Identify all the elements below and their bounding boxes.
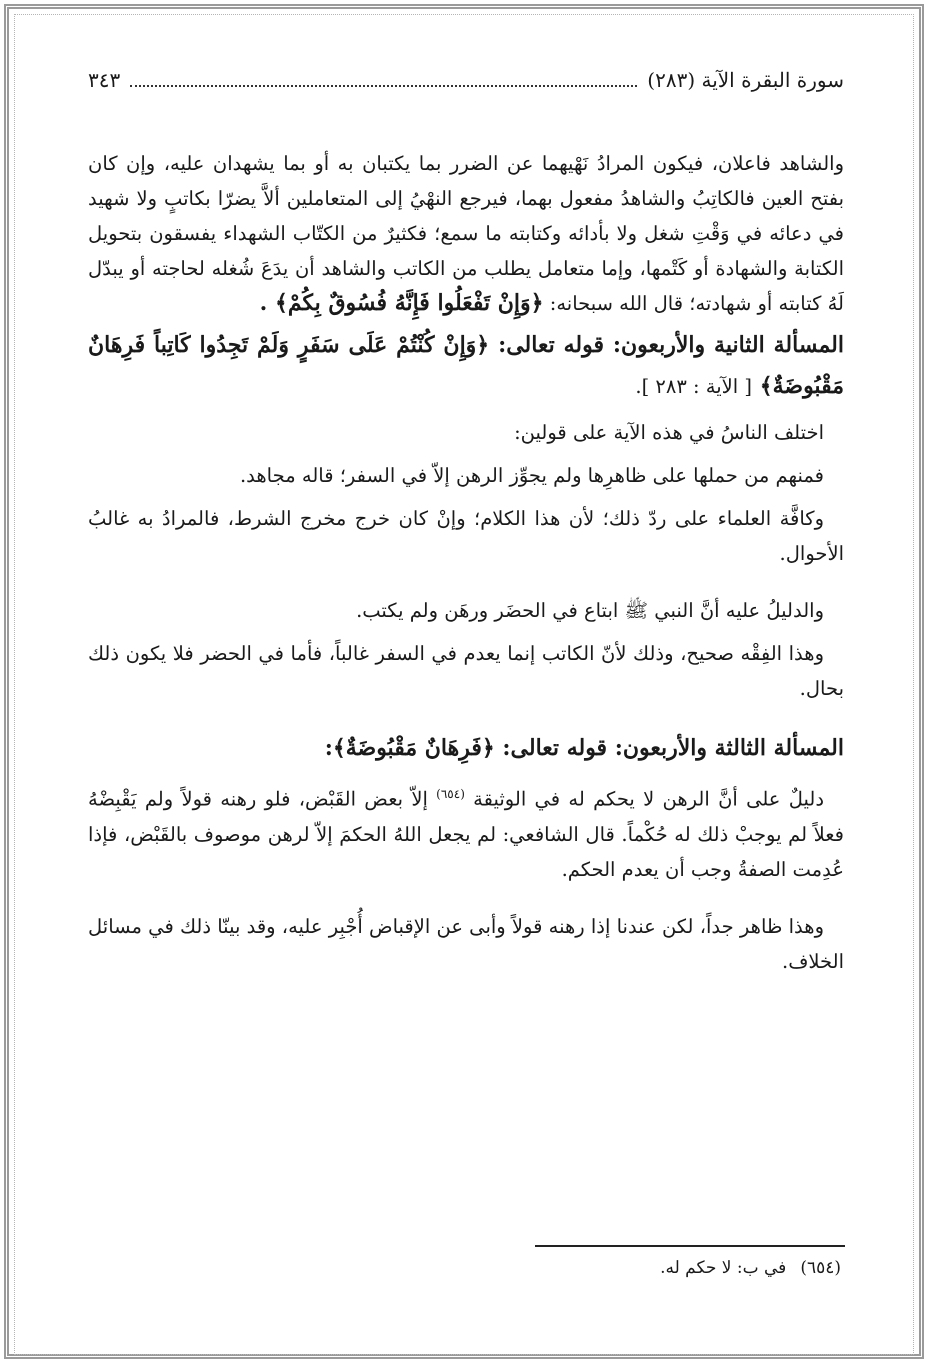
page-body	[88, 68, 844, 979]
footnote-ref: (٦٥٤)	[436, 787, 465, 801]
paragraph: والشاهد فاعلان، فيكون المرادُ نَهْيهما عن الضرر بما يكتبان به أو بما يشهدان عليه، وإن كان بفتح العين فالكاتِبُ والشاهدُ مفعول بهما، فيرجع النهْيُ إلى المتعاملين ألاَّ يضرّا بكاتبٍ ولا شهيد في دعائه في وَقْتِ شغل ولا بأدائه وكتابته ما سمع؛ فكثيرٌ من الكتّاب الشهداء يفسقون بتحويل الكتابة والشهادة أو كَتْمها، وإما متعامل يطلب من الكاتب والشاهد أن يدَعَ شُغله لحاجته أو يبدّل لَهُ كتابته أو شهادته؛ قال الله سبحانه: ﴿وَإِنْ تَفْعَلُوا فَإِنَّهُ فُسُوقٌ بِكُمْ﴾ .	[88, 152, 844, 316]
quran-quote: ﴿وَإِنْ تَفْعَلُوا فَإِنَّهُ فُسُوقٌ بِكُمْ﴾ .	[259, 290, 544, 316]
paragraph: وهذا ظاهر جداً، لكن عندنا إذا رهنه قولاً وأبى عن الإقباض أُجْبِر عليه، وقد بينّا ذلك في مسائل الخلاف.	[88, 914, 844, 973]
header-title: سورة البقرة الآية (٢٨٣)	[647, 68, 844, 92]
paragraph: اختلف الناسُ في هذه الآية على قولين:	[514, 421, 824, 444]
header-leader-dots	[130, 73, 637, 87]
footnote-separator	[535, 1245, 845, 1247]
paragraph: وكافَّة العلماء على ردّ ذلك؛ لأن هذا الكلام؛ وإنْ كان خرج مخرج الشرط، فالمرادُ به غالبُ الأحوال.	[88, 507, 844, 565]
running-header	[88, 68, 844, 102]
paragraph: وهذا الفِقْه صحيح، وذلك لأنّ الكاتب إنما يعدم في السفر غالباً، فأما في الحضر فلا يكون ذلك بحال.	[88, 642, 844, 700]
page-number: ٣٤٣	[88, 68, 121, 92]
section-heading: المسألة الثانية والأربعون: قوله تعالى: ﴿وَإِنْ كُنْتُمْ عَلَى سَفَرٍ وَلَمْ تَجِدُوا كَاتِباً فَرِهَانٌ مَقْبُوضَةٌ﴾ [ الآية : ٢٨٣ ].	[88, 332, 844, 399]
footnote-text: في ب: لا حكم له.	[660, 1258, 787, 1278]
paragraph: فمنهم من حملها على ظاهرِها ولم يجوِّز الرهن إلاّ في السفر؛ قاله مجاهد.	[239, 464, 824, 487]
footnote	[660, 1258, 841, 1278]
paragraph: والدليلُ عليه أنَّ النبي ﷺ ابتاع في الحضَر ورهَن ولم يكتب.	[356, 599, 824, 622]
section-heading: المسألة الثالثة والأربعون: قوله تعالى: ﴿فَرِهَانٌ مَقْبُوضَةٌ﴾:	[324, 735, 844, 761]
footnote-number: (٦٥٤)	[800, 1258, 841, 1278]
paragraph: دليلٌ على أنَّ الرهن لا يحكم له في الوثيقة $^{(٦٥٤)}$ إلاّ بعض القَبْض، فلو رهنه قولاً ولم يَقْبِضْهُ فعلاً لم يوجبْ ذلك له حُكْماً. قال الشافعي: لم يجعل اللهُ الحكمَ إلاّ لرهن موصوف بالقَبْض، فإذا عُدِمت الصفةُ وجب أن يعدم الحكم.	[88, 787, 844, 881]
verse-reference: [ الآية : ٢٨٣ ].	[635, 375, 753, 398]
